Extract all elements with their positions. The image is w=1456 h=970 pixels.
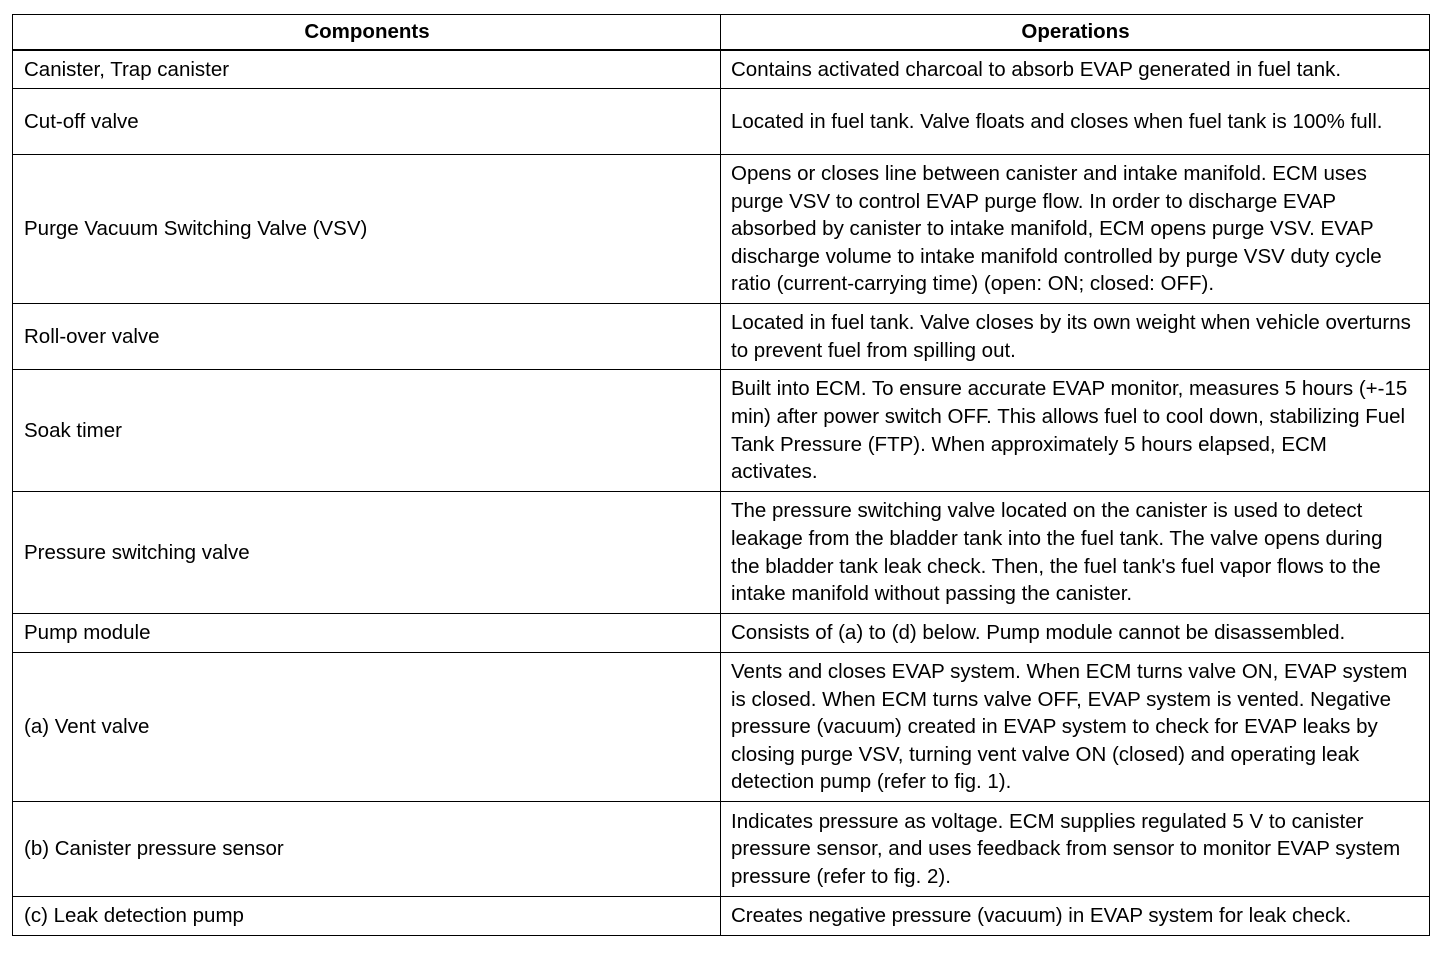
operation-cell: Consists of (a) to (d) below. Pump module cannot be disassembled. — [721, 614, 1430, 653]
table-row — [13, 89, 1430, 155]
operation-cell: Vents and closes EVAP system. When ECM turns valve ON, EVAP system is closed. When ECM turns valve OFF, EVAP system is vented. Negative pressure (vacuum) created in EVAP system to check for EVAP leaks by closing purge VSV, turning vent valve ON (closed) and operating leak detection pump (refer to fig. 1). — [721, 653, 1430, 802]
component-cell: (c) Leak detection pump — [13, 897, 721, 936]
component-cell: Pump module — [13, 614, 721, 653]
component-cell: Canister, Trap canister — [13, 50, 721, 89]
table-row — [13, 155, 1430, 304]
table-row — [13, 614, 1430, 653]
operation-cell: Opens or closes line between canister and intake manifold. ECM uses purge VSV to control EVAP purge flow. In order to discharge EVAP absorbed by canister to intake manifold, ECM opens purge VSV. EVAP discharge volume to intake manifold controlled by purge VSV duty cycle ratio (current-carrying time) (open: ON; closed: OFF). — [721, 155, 1430, 304]
table-row — [13, 50, 1430, 89]
component-cell: Soak timer — [13, 370, 721, 492]
component-cell: Purge Vacuum Switching Valve (VSV) — [13, 155, 721, 304]
header-row — [13, 15, 1430, 50]
operation-cell: Built into ECM. To ensure accurate EVAP monitor, measures 5 hours (+-15 min) after power switch OFF. This allows fuel to cool down, stabilizing Fuel Tank Pressure (FTP). When approximately 5 hours elapsed, ECM activates. — [721, 370, 1430, 492]
component-cell: (b) Canister pressure sensor — [13, 802, 721, 897]
table-row — [13, 492, 1430, 614]
operation-cell: Indicates pressure as voltage. ECM supplies regulated 5 V to canister pressure sensor, and uses feedback from sensor to monitor EVAP system pressure (refer to fig. 2). — [721, 802, 1430, 897]
table-row — [13, 897, 1430, 936]
operation-cell: Located in fuel tank. Valve closes by its own weight when vehicle overturns to prevent fuel from spilling out. — [721, 304, 1430, 370]
table-row — [13, 370, 1430, 492]
table-row — [13, 653, 1430, 802]
component-cell: (a) Vent valve — [13, 653, 721, 802]
component-cell: Cut-off valve — [13, 89, 721, 155]
operation-cell: The pressure switching valve located on the canister is used to detect leakage from the bladder tank into the fuel tank. The valve opens during the bladder tank leak check. Then, the fuel tank's fuel vapor flows to the intake manifold without passing the canister. — [721, 492, 1430, 614]
operation-cell: Contains activated charcoal to absorb EVAP generated in fuel tank. — [721, 50, 1430, 89]
column-header-operations: Operations — [721, 15, 1430, 50]
column-header-components: Components — [13, 15, 721, 50]
component-cell: Roll-over valve — [13, 304, 721, 370]
table-row — [13, 304, 1430, 370]
component-cell: Pressure switching valve — [13, 492, 721, 614]
operation-cell: Located in fuel tank. Valve floats and closes when fuel tank is 100% full. — [721, 89, 1430, 155]
components-operations-table — [12, 14, 1430, 936]
operation-cell: Creates negative pressure (vacuum) in EVAP system for leak check. — [721, 897, 1430, 936]
table-row — [13, 802, 1430, 897]
